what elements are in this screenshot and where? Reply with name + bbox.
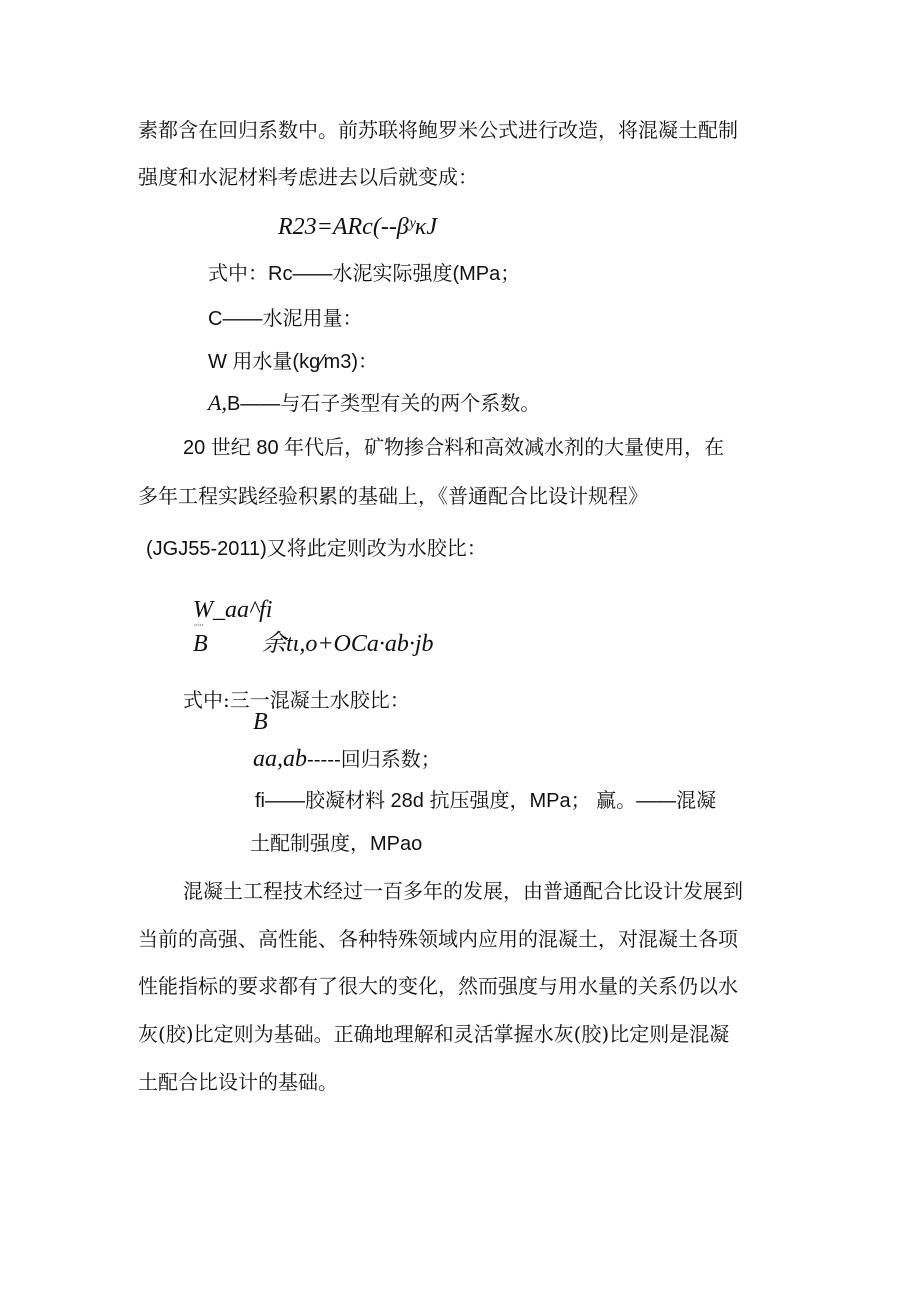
paragraph3-line1: 混凝土工程技术经过一百多年的发展，由普通配合比设计发展到 (183, 879, 743, 903)
paragraph1-line2: 强度和水泥材料考虑进去以后就变成： (138, 165, 478, 189)
where-fi-continued: 土配制强度，MPao (250, 833, 423, 855)
formula-bolomey-modified: R23=ARc(--βʸκJ (278, 214, 438, 240)
where-label: 式中： (208, 261, 268, 285)
coef-symbols: aa,ab (253, 746, 307, 772)
paragraph1-line1: 素都含在回归系数中。前苏联将鲍罗米公式进行改造，将混凝土配制 (138, 118, 738, 142)
paragraph3-line5: 土配合比设计的基础。 (138, 1070, 338, 1094)
paragraph2-line2: 多年工程实践经验积累的基础上，《普通配合比设计规程》 (138, 484, 648, 508)
where-rc (208, 259, 520, 288)
formula2-rhs: 余tι,o+OCa·ab·jb (262, 631, 434, 657)
formula2-numerator: W_aa^fi (193, 597, 273, 623)
formula2-tiny-mark: ''''' (194, 623, 204, 631)
where-wb: 式中:三一混凝土水胶比： (183, 688, 410, 712)
paragraph2-line3: (JGJ55-2011)又将此定则改为水胶比： (146, 538, 487, 560)
ab-definition: B——与石子类型有关的两个系数。 (226, 393, 541, 415)
paragraph3-line2: 当前的高强、高性能、各种特殊领域内应用的混凝土，对混凝土各项 (138, 927, 738, 951)
coef-definition: -----回归系数； (307, 747, 441, 771)
where-coefficients (253, 745, 441, 773)
where-ab (208, 389, 540, 418)
where-fi: fi——胶凝材料 28d 抗压强度，MPa； 赢。——混凝 (255, 790, 717, 812)
paragraph3-line4: 灰(胶)比定则为基础。正确地理解和灵活掌握水灰(胶)比定则是混凝 (138, 1022, 730, 1046)
where-w: W 用水量(kg⁄m3)： (208, 351, 378, 373)
paragraph3-line3: 性能指标的要求都有了很大的变化，然而强度与用水量的关系仍以水 (138, 974, 738, 998)
formula2-denominator: B (193, 631, 208, 657)
rc-definition: Rc——水泥实际强度(MPa； (268, 263, 521, 285)
paragraph2-line1: 20 世纪 80 年代后，矿物掺合料和高效减水剂的大量使用，在 (183, 437, 725, 459)
where-c: C——水泥用量： (208, 308, 363, 330)
where-b-letter: B (253, 709, 268, 735)
ab-symbol: A, (208, 390, 227, 415)
